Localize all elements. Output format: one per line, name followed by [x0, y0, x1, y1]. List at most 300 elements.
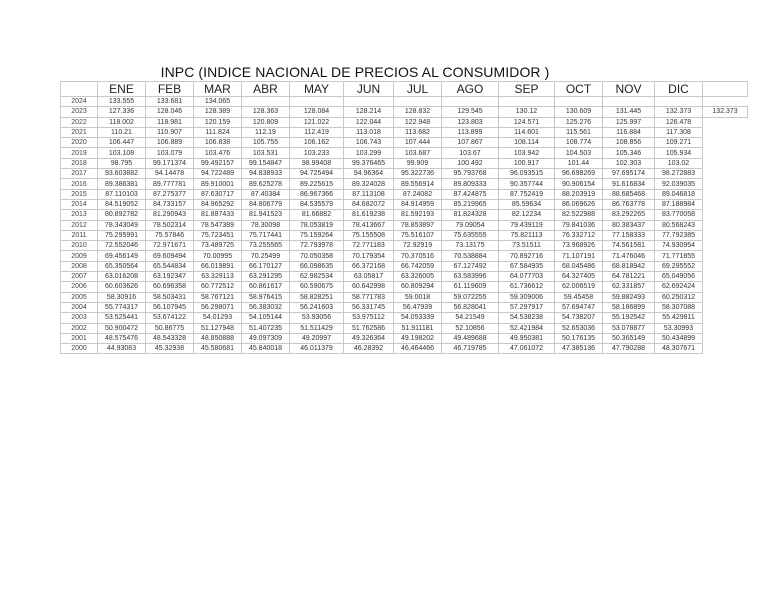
value-cell: 87.275377 [146, 189, 194, 199]
value-cell: 105.755 [242, 138, 290, 148]
header-cell-ago: AGO [442, 82, 499, 97]
value-cell: 87.630717 [194, 189, 242, 199]
table-row [61, 189, 748, 199]
value-cell [703, 158, 748, 168]
value-cell: 54.21549 [442, 313, 499, 323]
value-cell: 52.421984 [499, 323, 555, 333]
value-cell: 49.198202 [394, 333, 442, 343]
header-cell-extra [703, 82, 748, 97]
value-cell: 81.824328 [442, 210, 499, 220]
value-cell: 107.867 [442, 138, 499, 148]
value-cell: 131.445 [603, 107, 655, 117]
value-cell: 50.86775 [146, 323, 194, 333]
value-cell: 87.24082 [394, 189, 442, 199]
value-cell: 88.685468 [603, 189, 655, 199]
value-cell: 78.343049 [98, 220, 146, 230]
value-cell: 122.948 [394, 117, 442, 127]
value-cell: 56.828041 [442, 302, 499, 312]
year-cell: 2023 [61, 107, 98, 117]
value-cell: 72.793978 [290, 241, 344, 251]
header-cell-mar: MAR [194, 82, 242, 97]
year-cell: 2013 [61, 210, 98, 220]
value-cell: 89.324028 [344, 179, 394, 189]
value-cell: 54.01293 [194, 313, 242, 323]
value-cell: 73.51511 [499, 241, 555, 251]
value-cell: 63.291295 [242, 272, 290, 282]
value-cell: 89.777781 [146, 179, 194, 189]
value-cell [242, 97, 290, 107]
value-cell: 103.476 [194, 148, 242, 158]
value-cell: 103.108 [98, 148, 146, 158]
table-row [61, 179, 748, 189]
year-cell: 2015 [61, 189, 98, 199]
value-cell: 130.609 [555, 107, 603, 117]
value-cell: 113.018 [344, 127, 394, 137]
value-cell: 62.692424 [655, 282, 703, 292]
value-cell: 65.049056 [655, 272, 703, 282]
value-cell: 81.887433 [194, 210, 242, 220]
value-cell: 50.434899 [655, 333, 703, 343]
value-cell: 128.084 [290, 107, 344, 117]
value-cell: 63.192347 [146, 272, 194, 282]
value-cell: 49.326364 [344, 333, 394, 343]
value-cell: 53.674122 [146, 313, 194, 323]
value-cell: 106.889 [146, 138, 194, 148]
value-cell: 103.299 [344, 148, 394, 158]
value-cell: 66.742059 [394, 261, 442, 271]
table-header-row [61, 82, 748, 97]
value-cell: 62.331857 [603, 282, 655, 292]
value-cell: 100.917 [499, 158, 555, 168]
value-cell: 63.016208 [98, 272, 146, 282]
value-cell: 132.373 [655, 107, 703, 117]
year-cell: 2020 [61, 138, 98, 148]
value-cell: 100.492 [442, 158, 499, 168]
year-cell: 2017 [61, 169, 98, 179]
value-cell: 79.439119 [499, 220, 555, 230]
value-cell: 75.717441 [242, 230, 290, 240]
value-cell: 54.738207 [555, 313, 603, 323]
table-row [61, 148, 748, 158]
value-cell: 61.736612 [499, 282, 555, 292]
value-cell: 72.771183 [344, 241, 394, 251]
year-cell: 2024 [61, 97, 98, 107]
value-cell: 85.219965 [442, 199, 499, 209]
value-cell [703, 179, 748, 189]
value-cell: 96.698269 [555, 169, 603, 179]
value-cell [703, 189, 748, 199]
value-cell [703, 138, 748, 148]
value-cell: 80.892782 [98, 210, 146, 220]
value-cell: 70.892716 [499, 251, 555, 261]
table-row [61, 241, 748, 251]
value-cell: 64.327405 [555, 272, 603, 282]
value-cell: 97.695174 [603, 169, 655, 179]
year-cell: 2002 [61, 323, 98, 333]
header-cell-may: MAY [290, 82, 344, 97]
value-cell: 109.271 [655, 138, 703, 148]
value-cell [703, 199, 748, 209]
value-cell: 77.158333 [603, 230, 655, 240]
value-cell: 45.32938 [146, 344, 194, 354]
table-row [61, 313, 748, 323]
value-cell [703, 261, 748, 271]
value-cell: 108.856 [603, 138, 655, 148]
value-cell: 59.309006 [499, 292, 555, 302]
value-cell: 46.464466 [394, 344, 442, 354]
value-cell: 89.625278 [242, 179, 290, 189]
year-cell: 2009 [61, 251, 98, 261]
value-cell: 67.584935 [499, 261, 555, 271]
value-cell [703, 117, 748, 127]
value-cell: 50.176135 [555, 333, 603, 343]
value-cell: 99.376465 [344, 158, 394, 168]
year-cell: 2003 [61, 313, 98, 323]
year-cell: 2007 [61, 272, 98, 282]
year-cell: 2018 [61, 158, 98, 168]
value-cell: 64.077703 [499, 272, 555, 282]
value-cell: 55.192542 [603, 313, 655, 323]
table-row [61, 169, 748, 179]
year-cell: 2021 [61, 127, 98, 137]
value-cell: 49.950381 [499, 333, 555, 343]
value-cell: 125.276 [555, 117, 603, 127]
value-cell: 86.763778 [603, 199, 655, 209]
value-cell: 84.535579 [290, 199, 344, 209]
value-cell: 57.297917 [499, 302, 555, 312]
table-row [61, 292, 748, 302]
value-cell: 94.725494 [290, 169, 344, 179]
value-cell: 67.127492 [442, 261, 499, 271]
value-cell: 55.429811 [655, 313, 703, 323]
value-cell: 53.525441 [98, 313, 146, 323]
value-cell: 112.419 [290, 127, 344, 137]
value-cell: 60.772512 [194, 282, 242, 292]
value-cell: 99.171374 [146, 158, 194, 168]
value-cell: 93.603882 [98, 169, 146, 179]
value-cell: 84.914959 [394, 199, 442, 209]
table-row [61, 272, 748, 282]
value-cell: 62.006519 [555, 282, 603, 292]
value-cell: 68.818942 [603, 261, 655, 271]
value-cell: 76.332712 [555, 230, 603, 240]
value-cell: 66.098635 [290, 261, 344, 271]
value-cell: 73.489725 [194, 241, 242, 251]
value-cell [499, 97, 555, 107]
value-cell: 87.40384 [242, 189, 290, 199]
value-cell: 59.0018 [394, 292, 442, 302]
value-cell: 60.642998 [344, 282, 394, 292]
value-cell: 48.307671 [655, 344, 703, 354]
value-cell: 58.767121 [194, 292, 242, 302]
header-cell-feb: FEB [146, 82, 194, 97]
value-cell: 71.771855 [655, 251, 703, 261]
value-cell: 75.159264 [290, 230, 344, 240]
value-cell: 58.503431 [146, 292, 194, 302]
value-cell: 107.444 [394, 138, 442, 148]
header-cell-ene: ENE [98, 82, 146, 97]
value-cell: 78.853897 [394, 220, 442, 230]
value-cell: 103.233 [290, 148, 344, 158]
value-cell: 82.12234 [499, 210, 555, 220]
value-cell: 55.774317 [98, 302, 146, 312]
value-cell: 94.838933 [242, 169, 290, 179]
header-cell-abr: ABR [242, 82, 290, 97]
table-row [61, 210, 748, 220]
value-cell: 89.809333 [442, 179, 499, 189]
value-cell: 49.097309 [242, 333, 290, 343]
year-cell: 2022 [61, 117, 98, 127]
value-cell: 84.806779 [242, 199, 290, 209]
value-cell: 49.20997 [290, 333, 344, 343]
value-cell: 66.019891 [194, 261, 242, 271]
value-cell: 60.590675 [290, 282, 344, 292]
value-cell [555, 97, 603, 107]
header-cell-sep: SEP [499, 82, 555, 97]
value-cell: 116.884 [603, 127, 655, 137]
value-cell: 70.25499 [242, 251, 290, 261]
value-cell: 84.733157 [146, 199, 194, 209]
value-cell: 74.561581 [603, 241, 655, 251]
value-cell: 92.039035 [655, 179, 703, 189]
value-cell: 80.568243 [655, 220, 703, 230]
header-cell-jul: JUL [394, 82, 442, 97]
value-cell: 89.046818 [655, 189, 703, 199]
value-cell: 60.809294 [394, 282, 442, 292]
value-cell [344, 97, 394, 107]
inpc-table [60, 81, 748, 354]
value-cell: 125.997 [603, 117, 655, 127]
value-cell [703, 344, 748, 354]
value-cell: 58.30916 [98, 292, 146, 302]
value-cell [703, 333, 748, 343]
value-cell: 56.47939 [394, 302, 442, 312]
value-cell [703, 97, 748, 107]
header-cell-year [61, 82, 98, 97]
value-cell: 73.255565 [242, 241, 290, 251]
value-cell: 68.045486 [555, 261, 603, 271]
value-cell: 75.723451 [194, 230, 242, 240]
value-cell: 56.107945 [146, 302, 194, 312]
value-cell [442, 97, 499, 107]
value-cell: 133.555 [98, 97, 146, 107]
value-cell: 91.616834 [603, 179, 655, 189]
value-cell: 104.503 [555, 148, 603, 158]
table-row [61, 220, 748, 230]
value-cell [703, 282, 748, 292]
value-cell: 86.069626 [555, 199, 603, 209]
value-cell: 82.522988 [555, 210, 603, 220]
table-row [61, 323, 748, 333]
value-cell: 63.05817 [344, 272, 394, 282]
value-cell: 62.982534 [290, 272, 344, 282]
value-cell: 83.292265 [603, 210, 655, 220]
value-cell: 127.336 [98, 107, 146, 117]
value-cell: 101.44 [555, 158, 603, 168]
value-cell: 56.331745 [344, 302, 394, 312]
table-row [61, 97, 748, 107]
table-row [61, 261, 748, 271]
value-cell: 90.906154 [555, 179, 603, 189]
value-cell: 98.99408 [290, 158, 344, 168]
value-cell: 103.531 [242, 148, 290, 158]
value-cell: 110.21 [98, 127, 146, 137]
value-cell: 56.298071 [194, 302, 242, 312]
year-cell: 2012 [61, 220, 98, 230]
value-cell: 133.681 [146, 97, 194, 107]
value-cell: 57.694747 [555, 302, 603, 312]
value-cell: 79.841036 [555, 220, 603, 230]
value-cell: 60.603626 [98, 282, 146, 292]
header-cell-dic: DIC [655, 82, 703, 97]
value-cell: 124.571 [499, 117, 555, 127]
value-cell: 103.687 [394, 148, 442, 158]
value-cell: 50.900472 [98, 323, 146, 333]
value-cell: 52.653036 [555, 323, 603, 333]
value-cell [703, 292, 748, 302]
value-cell: 115.561 [555, 127, 603, 137]
value-cell: 112.19 [242, 127, 290, 137]
table-row [61, 251, 748, 261]
value-cell: 87.110103 [98, 189, 146, 199]
value-cell: 47.790288 [603, 344, 655, 354]
value-cell [290, 97, 344, 107]
value-cell: 65.544834 [146, 261, 194, 271]
value-cell: 70.179354 [344, 251, 394, 261]
value-cell: 78.053819 [290, 220, 344, 230]
value-cell: 59.45458 [555, 292, 603, 302]
value-cell: 85.59634 [499, 199, 555, 209]
year-cell: 2001 [61, 333, 98, 343]
value-cell: 105.934 [655, 148, 703, 158]
value-cell: 94.722489 [194, 169, 242, 179]
value-cell: 87.113108 [344, 189, 394, 199]
value-cell: 48.850888 [194, 333, 242, 343]
value-cell: 118.981 [146, 117, 194, 127]
value-cell [703, 169, 748, 179]
value-cell: 83.770058 [655, 210, 703, 220]
value-cell: 78.413667 [344, 220, 394, 230]
value-cell: 51.127948 [194, 323, 242, 333]
value-cell: 129.545 [442, 107, 499, 117]
value-cell: 53.975112 [344, 313, 394, 323]
value-cell: 99.154847 [242, 158, 290, 168]
value-cell: 113.899 [442, 127, 499, 137]
table-row [61, 302, 748, 312]
value-cell: 44.93083 [98, 344, 146, 354]
value-cell: 46.011379 [290, 344, 344, 354]
table-row [61, 333, 748, 343]
value-cell: 110.907 [146, 127, 194, 137]
year-cell: 2014 [61, 199, 98, 209]
value-cell: 94.96364 [344, 169, 394, 179]
value-cell: 128.832 [394, 107, 442, 117]
header-cell-jun: JUN [344, 82, 394, 97]
table-row [61, 230, 748, 240]
value-cell: 74.930954 [655, 241, 703, 251]
value-cell: 113.682 [394, 127, 442, 137]
page-title: INPC (INDICE NACIONAL DE PRECIOS AL CONSUMIDOR ) [160, 64, 550, 80]
value-cell: 103.079 [146, 148, 194, 158]
value-cell: 77.792385 [655, 230, 703, 240]
year-cell: 2011 [61, 230, 98, 240]
value-cell: 105.346 [603, 148, 655, 158]
header-cell-nov: NOV [603, 82, 655, 97]
value-cell: 53.30993 [655, 323, 703, 333]
value-cell: 128.214 [344, 107, 394, 117]
value-cell: 121.022 [290, 117, 344, 127]
value-cell [703, 210, 748, 220]
value-cell: 126.478 [655, 117, 703, 127]
value-cell: 120.159 [194, 117, 242, 127]
value-cell: 47.385136 [555, 344, 603, 354]
value-cell: 53.93056 [290, 313, 344, 323]
value-cell: 70.538884 [442, 251, 499, 261]
value-cell: 111.824 [194, 127, 242, 137]
value-cell: 96.093515 [499, 169, 555, 179]
value-cell: 98.795 [98, 158, 146, 168]
year-cell: 2000 [61, 344, 98, 354]
value-cell: 78.547389 [194, 220, 242, 230]
year-cell: 2005 [61, 292, 98, 302]
value-cell [703, 302, 748, 312]
value-cell: 128.363 [242, 107, 290, 117]
value-cell: 70.00995 [194, 251, 242, 261]
value-cell: 51.407235 [242, 323, 290, 333]
value-cell: 60.250312 [655, 292, 703, 302]
value-cell: 102.303 [603, 158, 655, 168]
value-cell: 60.861617 [242, 282, 290, 292]
value-cell: 103.02 [655, 158, 703, 168]
value-cell: 51.511429 [290, 323, 344, 333]
value-cell: 54.105144 [242, 313, 290, 323]
value-cell: 75.821113 [499, 230, 555, 240]
value-cell: 69.456149 [98, 251, 146, 261]
value-cell [703, 127, 748, 137]
value-cell: 49.489688 [442, 333, 499, 343]
value-cell: 86.967366 [290, 189, 344, 199]
value-cell: 52.10856 [442, 323, 499, 333]
value-cell: 95.793768 [442, 169, 499, 179]
value-cell: 81.66882 [290, 210, 344, 220]
value-cell: 50.365149 [603, 333, 655, 343]
value-cell: 72.552046 [98, 241, 146, 251]
value-cell: 99.492157 [194, 158, 242, 168]
table-row [61, 127, 748, 137]
value-cell: 99.909 [394, 158, 442, 168]
value-cell: 75.57846 [146, 230, 194, 240]
value-cell: 65.350564 [98, 261, 146, 271]
value-cell: 58.828251 [290, 292, 344, 302]
value-cell: 71.107191 [555, 251, 603, 261]
value-cell: 81.941523 [242, 210, 290, 220]
value-cell: 51.911181 [394, 323, 442, 333]
value-cell: 106.162 [290, 138, 344, 148]
value-cell: 69.295552 [655, 261, 703, 271]
value-cell: 130.12 [499, 107, 555, 117]
value-cell: 46.28392 [344, 344, 394, 354]
value-cell: 84.682072 [344, 199, 394, 209]
value-cell: 66.170127 [242, 261, 290, 271]
value-cell [703, 251, 748, 261]
value-cell: 72.971671 [146, 241, 194, 251]
value-cell: 60.696358 [146, 282, 194, 292]
value-cell: 66.372168 [344, 261, 394, 271]
value-cell: 54.538238 [499, 313, 555, 323]
value-cell [703, 148, 748, 158]
value-cell: 89.910001 [194, 179, 242, 189]
value-cell: 81.290943 [146, 210, 194, 220]
